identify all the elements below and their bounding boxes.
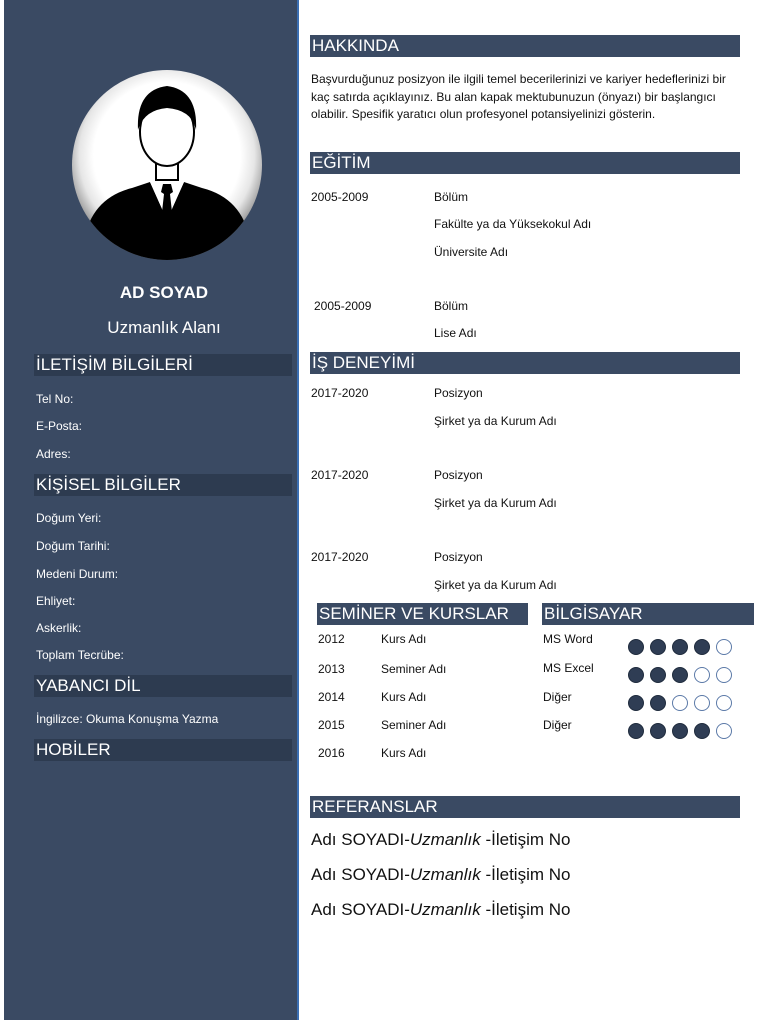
course-year: 2013 (318, 662, 345, 676)
reference-name: Adı SOYADI- (311, 830, 410, 849)
profile-photo (72, 70, 262, 260)
education-department: Bölüm (434, 299, 469, 313)
person-name: AD SOYAD (119, 283, 209, 302)
rating-dot-filled (628, 639, 644, 655)
education-highschool: Lise Adı (434, 326, 477, 340)
reference-role: Uzmanlık (409, 900, 481, 919)
rating-dot-empty (694, 667, 710, 683)
education-university: Üniversite Adı (434, 245, 509, 259)
rating-dot-filled (672, 667, 688, 683)
rating-dot-filled (650, 695, 666, 711)
course-year: 2015 (318, 718, 345, 732)
rating-dot-filled (694, 639, 710, 655)
rating-dot-empty (716, 695, 732, 711)
experience-position: Posizyon (434, 550, 483, 564)
skill-name: Diğer (543, 718, 572, 732)
rating-dot-filled (694, 723, 710, 739)
email-label: E-Posta: (36, 419, 83, 433)
contact-section-title: İLETİŞİM BİLGİLERİ (34, 354, 292, 376)
phone-label: Tel No: (36, 392, 74, 406)
experience-company: Şirket ya da Kurum Adı (434, 496, 557, 510)
rating-dot-filled (628, 695, 644, 711)
rating-dot-filled (650, 639, 666, 655)
skill-name: MS Word (543, 632, 593, 646)
reference-name: Adı SOYADI- (311, 865, 410, 884)
address-label: Adres: (36, 447, 71, 461)
rating-dot-empty (716, 639, 732, 655)
rating-dot-empty (716, 667, 732, 683)
skill-rating (628, 723, 732, 739)
course-name: Kurs Adı (381, 690, 427, 704)
experience-section-title: İŞ DENEYİMİ (310, 352, 740, 374)
rating-dot-filled (672, 723, 688, 739)
total-experience-label: Toplam Tecrübe: (36, 648, 124, 662)
skill-rating (628, 639, 732, 655)
education-years: 2005-2009 (314, 299, 372, 313)
experience-position: Posizyon (434, 386, 483, 400)
rating-dot-filled (650, 667, 666, 683)
experience-years: 2017-2020 (311, 386, 369, 400)
hobbies-section-title: HOBİLER (34, 739, 292, 761)
rating-dot-filled (628, 723, 644, 739)
course-name: Seminer Adı (381, 718, 447, 732)
rating-dot-empty (716, 723, 732, 739)
reference-contact: -İletişim No (480, 865, 571, 884)
computer-section-title: BİLGİSAYAR (542, 603, 754, 625)
skill-name: MS Excel (543, 661, 594, 675)
references-section-title: REFERANSLAR (310, 796, 740, 818)
marital-status-label: Medeni Durum: (36, 567, 119, 581)
education-department: Bölüm (434, 190, 469, 204)
course-name: Kurs Adı (381, 746, 427, 760)
reference-item (311, 865, 570, 885)
experience-years: 2017-2020 (311, 468, 369, 482)
rating-dot-filled (628, 667, 644, 683)
rating-dot-empty (694, 695, 710, 711)
reference-item (311, 830, 570, 850)
birthdate-label: Doğum Tarihi: (36, 539, 110, 553)
education-years: 2005-2009 (311, 190, 369, 204)
about-text: Başvurduğunuz posizyon ile ilgili temel becerilerinizi ve kariyer hedeflerinizi bir kaç satırda açıklayınız. Bu alan kapak mektubunuzun (önyazı) bir başlangıcı olabilir. Spesifik yaratıcı olun profesyonel potansiyelinizi gösterin. (311, 72, 726, 121)
skill-rating (628, 695, 732, 711)
about-section-title: HAKKINDA (310, 35, 740, 57)
reference-name: Adı SOYADI- (311, 900, 410, 919)
course-year: 2014 (318, 690, 345, 704)
specialty-field: Uzmanlık Alanı (107, 318, 221, 337)
experience-company: Şirket ya da Kurum Adı (434, 578, 557, 592)
experience-position: Posizyon (434, 468, 483, 482)
experience-years: 2017-2020 (311, 550, 369, 564)
rating-dot-filled (672, 639, 688, 655)
reference-contact: -İletişim No (480, 830, 571, 849)
skill-name: Diğer (543, 690, 572, 704)
course-name: Kurs Adı (381, 632, 427, 646)
language-section-title: YABANCI DİL (34, 675, 292, 697)
reference-role: Uzmanlık (409, 865, 481, 884)
education-faculty: Fakülte ya da Yüksekokul Adı (434, 217, 592, 231)
personal-section-title: KİŞİSEL BİLGİLER (34, 474, 292, 496)
education-section-title: EĞİTİM (310, 152, 740, 174)
military-service-label: Askerlik: (36, 621, 82, 635)
reference-item (311, 900, 570, 920)
experience-company: Şirket ya da Kurum Adı (434, 414, 557, 428)
course-name: Seminer Adı (381, 662, 447, 676)
birthplace-label: Doğum Yeri: (36, 511, 102, 525)
rating-dot-empty (672, 695, 688, 711)
course-year: 2012 (318, 632, 345, 646)
driving-license-label: Ehliyet: (36, 594, 76, 608)
reference-contact: -İletişim No (480, 900, 571, 919)
reference-role: Uzmanlık (409, 830, 481, 849)
skill-rating (628, 667, 732, 683)
rating-dot-filled (650, 723, 666, 739)
language-line: İngilizce: Okuma Konuşma Yazma (36, 712, 219, 726)
avatar-silhouette-icon (72, 70, 262, 260)
course-year: 2016 (318, 746, 345, 760)
courses-section-title: SEMİNER VE KURSLAR (317, 603, 528, 625)
